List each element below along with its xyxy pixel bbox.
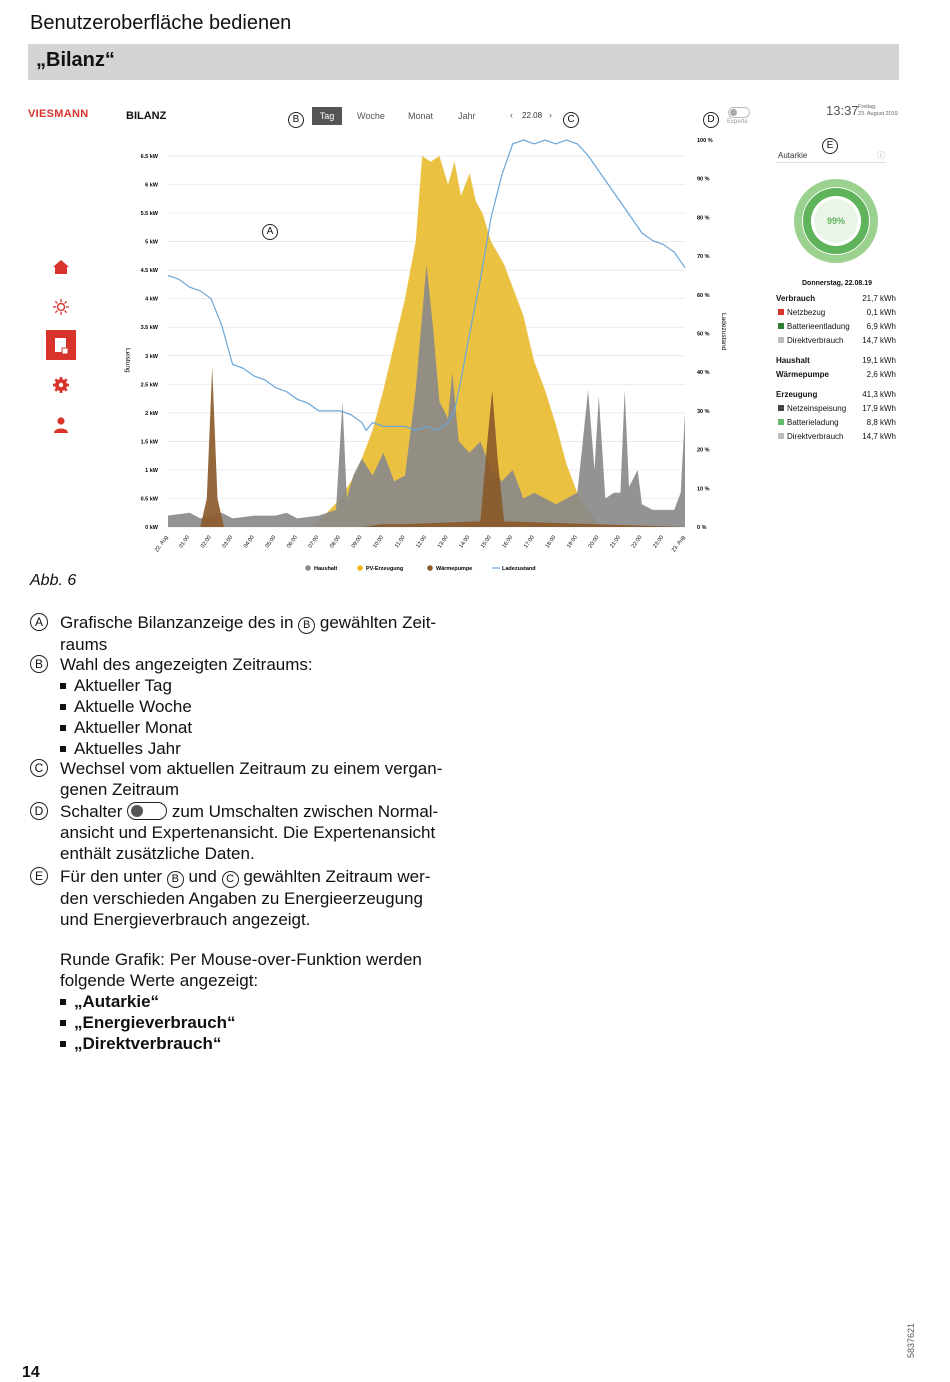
verbrauch-item-swatch <box>778 309 784 315</box>
verbrauch-item-label: Batterieentladung <box>787 322 850 331</box>
erzeugung-value: 41,3 kWh <box>862 390 896 399</box>
x-tick-label: 14:00 <box>458 534 472 550</box>
x-tick-label: 21:00 <box>609 534 623 550</box>
text-round-chart: Runde Grafik: Per Mouse-over-Funktion werden folgende Werte angezeigt: <box>60 950 422 990</box>
key-c: C <box>30 759 48 777</box>
page-heading: „Bilanz“ <box>36 49 115 71</box>
document-number: 5837621 <box>906 1322 916 1358</box>
user-icon[interactable] <box>52 416 70 434</box>
erzeugung-item-label: Batterieladung <box>787 418 839 427</box>
x-tick-label: 06:00 <box>286 534 299 550</box>
marker-b: B <box>288 109 304 128</box>
x-tick-label: 10:00 <box>372 534 386 550</box>
x-tick-label: 12:00 <box>415 534 429 550</box>
x-tick-label: 01:00 <box>178 534 192 550</box>
y-tick-label: 6 kW <box>145 182 158 189</box>
series-area-haushalt <box>168 264 685 527</box>
date-line-2: 23. August 2019 <box>858 111 898 117</box>
figure-caption: Abb. 6 <box>30 572 77 589</box>
date-line-1: Freitag, <box>858 104 877 110</box>
y2-tick-label: 10 % <box>697 486 710 493</box>
y2-tick-label: 80 % <box>697 215 710 222</box>
y2-axis-label: Ladezustand <box>720 313 727 351</box>
y-tick-label: 0 kW <box>145 525 158 531</box>
y-axis-label: Leistung <box>124 348 131 373</box>
legend-label: PV-Erzeugung <box>366 566 404 572</box>
y-tick-label: 4.5 kW <box>140 268 158 275</box>
x-tick-label: 17:00 <box>523 534 536 550</box>
text-e: Für den unter B und C gewählten Zeitraum wer- den verschieden Angaben zu Energieerzeugung und Energieverbrauch angezeigt. <box>60 867 431 929</box>
y2-tick-label: 30 % <box>697 408 710 415</box>
legend-marker <box>427 565 433 571</box>
verbrauch-item-label: Direktverbrauch <box>787 336 844 345</box>
y-tick-label: 5.5 kW <box>140 211 158 218</box>
bullet-week: Aktuelle Woche <box>74 697 192 716</box>
key-a: A <box>30 613 48 631</box>
autarkie-label: Autarkie <box>778 151 808 160</box>
y2-tick-label: 40 % <box>697 370 710 377</box>
verbrauch-item-label: Netzbezug <box>787 308 826 317</box>
prev-icon[interactable]: ‹ <box>510 110 513 120</box>
tab-woche[interactable]: Woche <box>357 111 385 121</box>
marker-e: E <box>822 135 838 154</box>
bullet-autarkie: „Autarkie“ <box>74 992 160 1011</box>
haushalt-value: 19,1 kWh <box>862 356 896 365</box>
waermepumpe-label: Wärmepumpe <box>776 370 829 379</box>
verbrauch-item-swatch <box>778 323 784 329</box>
y2-tick-label: 20 % <box>697 447 710 454</box>
y-tick-label: 0.5 kW <box>140 496 158 503</box>
page-number: 14 <box>22 1364 40 1381</box>
x-tick-label: 04:00 <box>242 534 256 550</box>
y-tick-label: 2.5 kW <box>140 382 158 389</box>
day-title: Donnerstag, 22.08.19 <box>802 280 873 287</box>
marker-d: D <box>703 109 719 128</box>
y-tick-label: 5 kW <box>145 239 158 246</box>
y-tick-label: 6.5 kW <box>140 154 158 160</box>
section-title: Benutzeroberfläche bedienen <box>30 12 292 34</box>
erzeugung-item-swatch <box>778 405 784 411</box>
viessmann-logo: VIESMANN <box>28 108 89 120</box>
y2-tick-label: 0 % <box>697 525 707 531</box>
key-b: B <box>30 655 48 673</box>
verbrauch-item-value: 0,1 kWh <box>866 308 896 317</box>
erzeugung-item-value: 8,8 kWh <box>866 418 896 427</box>
info-icon[interactable]: ⓘ <box>877 151 885 160</box>
key-d: D <box>30 802 48 820</box>
y2-tick-label: 50 % <box>697 331 710 338</box>
x-tick-label: 22. Aug <box>154 534 170 554</box>
screen-title: BILANZ <box>126 110 167 122</box>
text-a: Grafische Bilanzanzeige des in B gewählten Zeit- raums <box>60 613 437 654</box>
x-tick-label: 05:00 <box>264 534 278 550</box>
verbrauch-item-swatch <box>778 337 784 343</box>
legend-label: Wärmepumpe <box>436 566 473 572</box>
erzeugung-item-label: Direktverbrauch <box>787 432 844 441</box>
y-tick-label: 3.5 kW <box>140 325 158 332</box>
erzeugung-label: Erzeugung <box>776 390 818 399</box>
verbrauch-value: 21,7 kWh <box>862 294 896 303</box>
y2-tick-label: 100 % <box>697 138 713 144</box>
x-tick-label: 07:00 <box>307 534 321 550</box>
x-tick-label: 11:00 <box>394 534 407 550</box>
x-tick-label: 22:00 <box>630 534 644 550</box>
x-tick-label: 23:00 <box>652 534 666 550</box>
x-tick-label: 18:00 <box>544 534 558 550</box>
x-tick-label: 20:00 <box>587 534 601 550</box>
balance-nav-button[interactable] <box>46 330 76 360</box>
tab-jahr[interactable]: Jahr <box>458 111 476 121</box>
x-tick-label: 16:00 <box>501 534 515 550</box>
tab-monat[interactable]: Monat <box>408 111 434 121</box>
text-d: Schalter zum Umschalten zwischen Normal- ansicht und Expertenansicht. Die Expertenansicht enthält zusätzliche Daten. <box>60 802 439 863</box>
bullet-day: Aktueller Tag <box>74 676 172 695</box>
autarkie-value: 99% <box>826 216 846 226</box>
x-tick-label: 15:00 <box>479 534 493 550</box>
erzeugung-item-value: 14,7 kWh <box>862 432 896 441</box>
y-tick-label: 2 kW <box>145 410 158 417</box>
verbrauch-item-value: 14,7 kWh <box>862 336 896 345</box>
waermepumpe-value: 2,6 kWh <box>866 370 896 379</box>
y-tick-label: 4 kW <box>145 296 158 303</box>
x-tick-label: 03:00 <box>221 534 235 550</box>
y2-tick-label: 70 % <box>697 254 710 261</box>
marker-a: A <box>262 221 278 240</box>
legend-label: Haushalt <box>314 566 338 572</box>
autarkie-ring[interactable] <box>790 175 882 267</box>
expert-label: Experte <box>727 119 748 125</box>
balance-icon <box>46 330 76 360</box>
heading-bar <box>28 44 899 80</box>
expert-toggle[interactable] <box>728 107 750 118</box>
verbrauch-label: Verbrauch <box>776 294 816 303</box>
haushalt-label: Haushalt <box>776 356 810 365</box>
y-tick-label: 3 kW <box>145 353 158 360</box>
date-nav: 22.08 <box>522 111 543 120</box>
divider <box>776 162 886 163</box>
bullet-energieverbrauch: „Energieverbrauch“ <box>74 1013 236 1032</box>
text-b: Wahl des angezeigten Zeitraums: <box>60 655 313 674</box>
home-icon[interactable] <box>52 258 70 276</box>
erzeugung-item-label: Netzeinspeisung <box>787 404 847 413</box>
bullet-direktverbrauch: „Direktverbrauch“ <box>74 1034 222 1053</box>
next-icon[interactable]: › <box>549 110 552 120</box>
tab-tag[interactable]: Tag <box>312 107 342 125</box>
marker-c: C <box>563 109 579 128</box>
x-tick-label: 08:00 <box>329 534 342 550</box>
y2-tick-label: 60 % <box>697 292 710 299</box>
erzeugung-item-value: 17,9 kWh <box>862 404 896 413</box>
verbrauch-item-value: 6,9 kWh <box>866 322 896 331</box>
x-tick-label: 19:00 <box>566 534 579 550</box>
erzeugung-item-swatch <box>778 419 784 425</box>
y2-tick-label: 90 % <box>697 176 710 183</box>
gear-icon[interactable] <box>52 376 70 394</box>
bullet-month: Aktueller Monat <box>74 718 193 737</box>
y-tick-label: 1.5 kW <box>140 439 158 446</box>
x-tick-label: 23. Aug <box>671 534 687 554</box>
bullet-year: Aktuelles Jahr <box>74 739 181 758</box>
x-tick-label: 02:00 <box>199 534 213 550</box>
legend-label: Ladezustand <box>502 566 536 572</box>
clock: 13:37 <box>826 103 859 118</box>
balance-chart <box>110 128 730 578</box>
legend-marker <box>305 565 311 571</box>
sun-icon[interactable] <box>52 298 70 316</box>
x-tick-label: 13:00 <box>436 534 450 550</box>
text-c: Wechsel vom aktuellen Zeitraum zu einem vergan- genen Zeitraum <box>60 759 443 799</box>
key-e: E <box>30 867 48 885</box>
y-tick-label: 1 kW <box>145 467 158 474</box>
legend-marker <box>357 565 363 571</box>
erzeugung-item-swatch <box>778 433 784 439</box>
x-tick-label: 09:00 <box>350 534 364 550</box>
